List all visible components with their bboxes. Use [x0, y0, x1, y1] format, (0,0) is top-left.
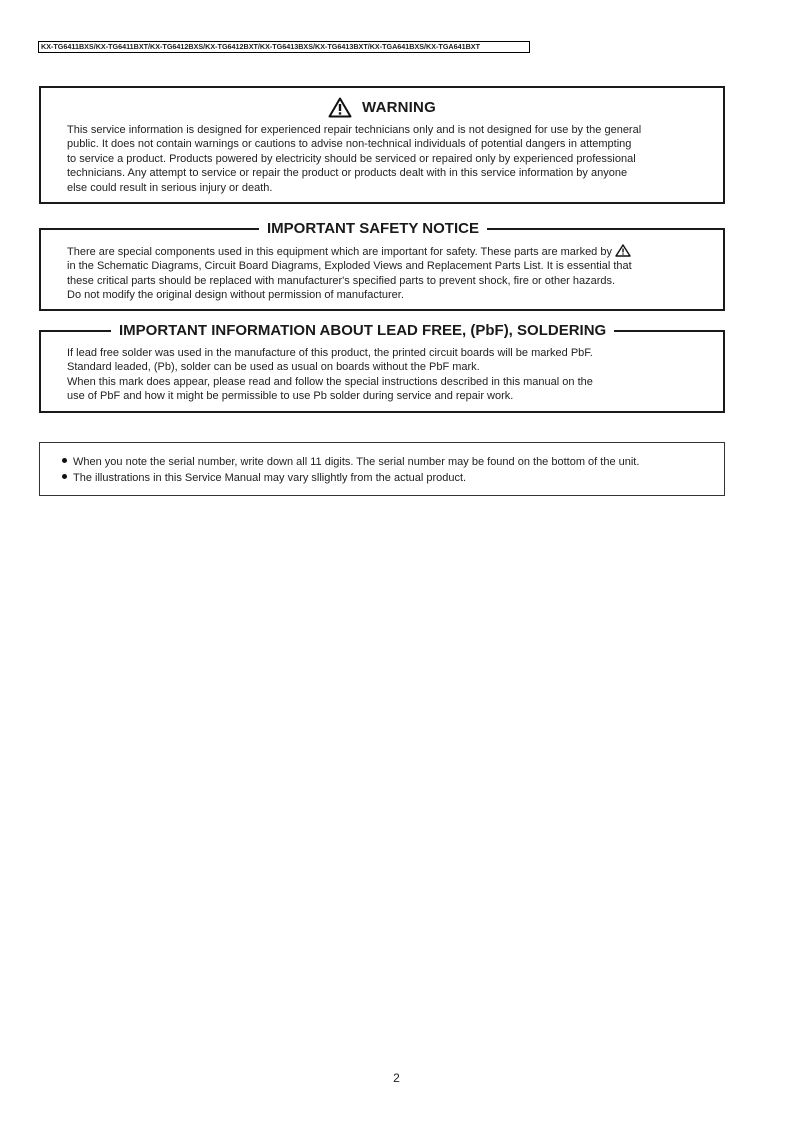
notes-box	[39, 442, 725, 496]
warning-triangle-icon	[328, 97, 352, 118]
warning-line: This service information is designed for experienced repair technicians only and is not designed for use by the general	[67, 124, 642, 136]
bullet-icon	[62, 474, 67, 479]
lead-free-line: If lead free solder was used in the manufacture of this product, the printed circuit boards will be marked PbF.	[67, 347, 593, 359]
page-number: 2	[393, 1071, 400, 1085]
safety-notice-text	[67, 244, 703, 303]
lead-free-title: IMPORTANT INFORMATION ABOUT LEAD FREE, (PbF), SOLDERING	[111, 320, 614, 342]
warning-line: public. It does not contain warnings or cautions to advise non-technical individuals of potential dangers in attempting	[67, 138, 632, 151]
warning-heading	[41, 96, 723, 118]
safety-line: in the Schematic Diagrams, Circuit Board Diagrams, Exploded Views and Replacement Parts List. It is essential that	[67, 260, 632, 273]
list-item	[62, 470, 639, 486]
warning-text	[67, 123, 703, 195]
list-item	[62, 454, 639, 470]
safety-notice-box	[39, 220, 725, 311]
safety-line	[67, 244, 703, 259]
warning-box	[39, 86, 725, 204]
safety-line: these critical parts should be replaced with manufacturer's specified parts to prevent shock, fire or other hazards.	[67, 274, 616, 287]
safety-line: Do not modify the original design without permission of manufacturer.	[67, 289, 404, 302]
lead-free-line: use of PbF and how it might be permissible to use Pb solder during service and repair work.	[67, 390, 514, 403]
lead-free-text	[67, 346, 703, 404]
warning-line: to service a product. Products powered by electricity should be serviced or repaired only by experienced professional	[67, 152, 636, 165]
model-numbers-header: KX-TG6411BXS/KX-TG6411BXT/KX-TG6412BXS/KX-TG6412BXT/KX-TG6413BXS/KX-TG6413BXT/KX-TGA641BXS/KX-TGA641BXT	[38, 41, 530, 53]
safety-notice-title: IMPORTANT SAFETY NOTICE	[259, 218, 487, 240]
bullet-icon	[62, 458, 67, 463]
warning-line: technicians. Any attempt to service or repair the product or products dealt with in this service information by anyone	[67, 167, 628, 180]
note-text: When you note the serial number, write down all 11 digits. The serial number may be found on the bottom of the unit.	[73, 456, 640, 468]
lead-free-line: Standard leaded, (Pb), solder can be used as usual on boards without the PbF mark.	[67, 361, 480, 374]
note-text: The illustrations in this Service Manual may vary sllightly from the actual product.	[73, 472, 467, 484]
lead-free-box	[39, 322, 725, 413]
safety-line-text: There are special components used in this equipment which are important for safety. These parts are marked by	[67, 246, 612, 258]
safety-mark-triangle-icon	[615, 244, 631, 257]
lead-free-line: When this mark does appear, please read and follow the special instructions described in this manual on the	[67, 375, 593, 388]
warning-title: WARNING	[362, 98, 436, 116]
notes-list	[62, 454, 639, 486]
warning-line: else could result in serious injury or death.	[67, 181, 273, 194]
